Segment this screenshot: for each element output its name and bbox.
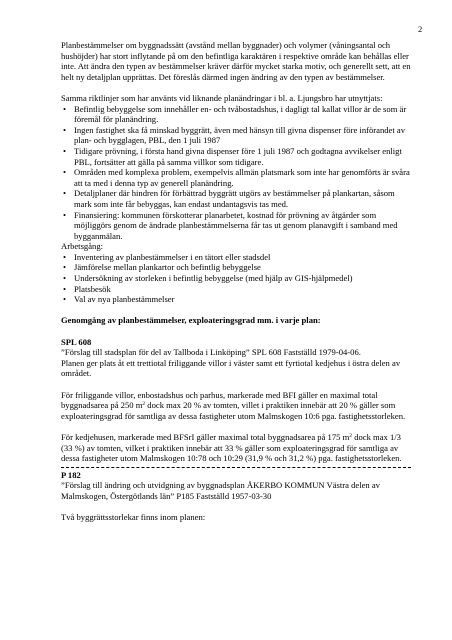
list-item: • Detaljplaner där hindren för förbättrad byggrätt utgörs av bestämmelser på plankartan, såsom mark som inte får bebyggas, kan endast undantagsvis tas med. [61, 188, 411, 209]
intro-paragraph: Planbestämmelser om byggnadssätt (avstånd mellan byggnader) och volymer (våningsantal och hushöjder) har stort inflytande på om den befintliga karaktären i respektive område kan behållas eller inte. Att ändra den typen av bestämmelser kräver därför mycket starka motiv, och generellt sett, att en helt ny detaljplan upprättas. Det föreslås därmed ingen ändring av den typen av bestämmelser. [61, 40, 411, 82]
page-number: 2 [418, 24, 423, 34]
list-item: • Befintlig bebyggelse som innehåller en- och tvåbostadshus, i dagligt tal kallat villor är de som är föremål för planändring. [61, 104, 411, 125]
workflow-list [61, 252, 411, 305]
workflow-label: Arbetsgång: [61, 241, 104, 252]
section-divider [61, 467, 411, 468]
spl608-title: SPL 608 [61, 336, 92, 347]
principles-list [61, 104, 411, 242]
page-content [61, 40, 411, 523]
list-item: • Finansiering: kommunen förskotterar planarbetet, kostnad för prövning av åtgärder som möjliggörs genom de ändrade planbestämmelserna får tas ut genom planavgift i samband med bygganmälan. [61, 210, 411, 242]
spl608-description: Planen ger plats åt ett trettiotal friliggande villor i väster samt ett fyrtiotal kedjehus i östra delen av området. [61, 357, 401, 379]
p182-quote: ”Förslag till ändring och utvidgning av byggnadsplan ÅKERBO KOMMUN Västra delen av Malmskogen, Östergötlands län” P185 Fastställd 1957-03-30 [61, 480, 380, 501]
spl608-chain-paragraph: För kedjehusen, markerade med BFSrI gäller maximal total byggnadsarea på 175 $m^2$ dock max 1/3 (33 %) av tomten, vilket i praktiken innebär att 33 % gäller som exploateringsgrad för samtliga av dessa fastigheter utom Malmskogen 10:78 och 10:29 (31,9 % och 31,2 %) pga. fastighetsstorleken. [61, 431, 402, 464]
list-item: • Jämförelse mellan plankartor och befintlig bebyggelse [61, 262, 411, 273]
list-item: • Val av nya planbestämmelser [61, 294, 411, 305]
section-heading: Genomgång av planbestämmelser, exploateringsgrad mm. i varje plan: [61, 315, 321, 326]
principles-intro: Samma riktlinjer som har använts vid liknande planändringar i bl. a. Ljungsbro har utnyttjats: [61, 92, 383, 103]
list-item: • Undersökning av storleken i befintlig bebyggelse (med hjälp av GIS-hjälpmedel) [61, 273, 411, 284]
list-item: • Inventering av planbestämmelser i en tätort eller stadsdel [61, 252, 411, 263]
spl608-villas-paragraph: För friliggande villor, enbostadshus och parhus, markerade med BFI gäller en maximal total byggnadsarea på 250 $m^2$ dock max 20 % av tomten, villet i praktiken innebär att 20 % gäller som exploateringsgrad för samtliga av dessa fastigheter utom Malmskogen 10:6 pga. fastighetsstorleken. [61, 389, 406, 421]
list-item: • Tidigare prövning, i första hand givna dispenser före 1 juli 1987 och godtagna avvikelser enligt PBL, fortsätter att gälla på samma villkor som tidigare. [61, 146, 411, 167]
list-item: • Platsbesök [61, 284, 411, 295]
p182-text: Två byggrättsstorlekar finns inom planen: [61, 512, 206, 523]
p182-title: P 182 [61, 469, 81, 480]
spl608-quote: ”Förslag till stadsplan för del av Tallboda i Linköping” SPL 608 Fastställd 1979-04-06. [61, 347, 361, 358]
list-item: • Ingen fastighet ska få minskad byggrätt, även med hänsyn till givna dispenser före införandet av plan- och bygglagen, PBL, den 1 juli 1987 [61, 125, 411, 146]
list-item: • Områden med komplexa problem, exempelvis allmän platsmark som inte har genomförts är svåra att ta med i denna typ av generell planändring. [61, 167, 411, 188]
